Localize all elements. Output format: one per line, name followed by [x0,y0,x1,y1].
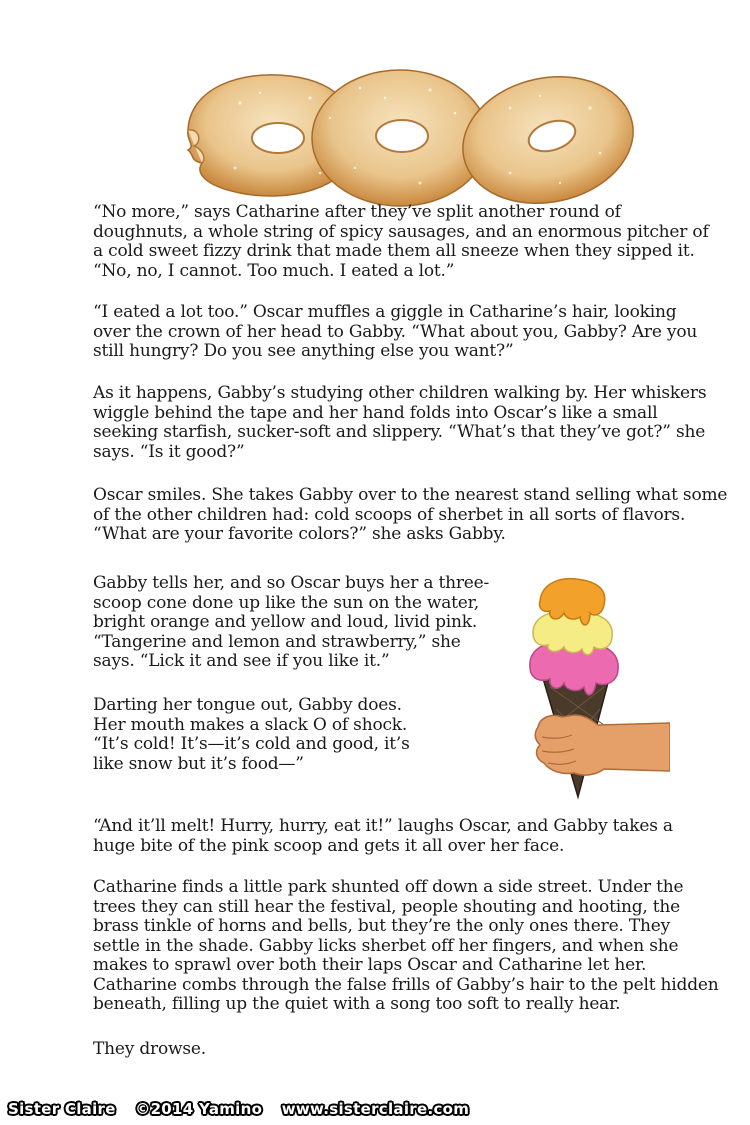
text-line: “No more,” says Catharine after they’ve split another round of [93,202,621,222]
ice-cream-cone-illustration [500,575,670,800]
text-line: says. “Is it good?” [93,441,245,462]
text-line: trees they can still hear the festival, people shouting and hooting, the [93,896,681,917]
paragraph-3 [93,383,707,462]
text-line: doughnuts, a whole string of spicy sausages, and an enormous pitcher of [93,221,709,242]
text-line: “And it’ll melt! Hurry, hurry, eat it!” laughs Oscar, and Gabby takes a [93,816,673,836]
text-line: of the other children had: cold scoops of sherbet in all sorts of flavors. [93,504,686,525]
text-line: Catharine combs through the false frills of Gabby’s hair to the pelt hidden [93,974,719,995]
text-line: brass tinkle of horns and bells, but they’re the only ones there. They [93,916,670,936]
footer-url[interactable]: www.sisterclaire.com [281,1100,470,1118]
text-line: wiggle behind the tape and her hand folds into Oscar’s like a small [93,402,658,423]
text-line: They drowse. [93,1039,206,1059]
text-line: huge bite of the pink scoop and gets it all over her face. [93,835,565,856]
footer-copyright: ©2014 Yamino [135,1100,263,1118]
footer-title: Sister Claire [8,1100,116,1118]
paragraph-6 [93,696,483,774]
text-line: “What are your favorite colors?” she asks Gabby. [93,524,506,544]
text-line: beneath, filling up the quiet with a song too soft to really hear. [93,994,621,1014]
paragraph-1 [93,202,709,281]
text-line: settle in the shade. Gabby licks sherbet off her fingers, and when she [93,935,679,956]
paragraph-5 [93,573,490,672]
text-line: “No, no, I cannot. Too much. I eated a lot.” [93,260,455,281]
doughnut-right [451,61,640,208]
text-line: Catharine finds a little park shunted off down a side street. Under the [93,877,684,897]
text-line: seeking starfish, sucker-soft and slippery. “What’s that they’ve got?” she [93,422,706,442]
paragraph-7 [93,817,693,856]
text-line: Darting her tongue out, Gabby does. [93,695,402,715]
paragraph-2 [93,302,698,362]
text-line: over the crown of her head to Gabby. “What about you, Gabby? Are you [93,321,698,342]
text-line: “It’s cold! It’s—it’s cold and good, it’s [93,734,410,754]
text-line: makes to sprawl over both their laps Oscar and Catharine let her. [93,955,647,975]
text-line: scoop cone done up like the sun on the water, [93,592,479,613]
doughnuts-illustration [180,58,640,208]
text-line: “Tangerine and lemon and strawberry,” she [93,631,461,652]
text-line: a cold sweet fizzy drink that made them all sneeze when they sipped it. [93,241,695,261]
text-line: As it happens, Gabby’s studying other children walking by. Her whiskers [93,383,707,403]
text-line: says. “Lick it and see if you like it.” [93,651,390,671]
text-line: Her mouth makes a slack O of shock. [93,714,408,735]
paragraph-8 [93,877,719,1015]
text-line: Gabby tells her, and so Oscar buys her a three- [93,573,490,593]
paragraph-9 [93,1040,693,1060]
paragraph-4 [93,485,728,545]
footer-credits [8,1100,483,1118]
text-line: still hungry? Do you see anything else you want?” [93,341,514,361]
text-line: like snow but it’s food—” [93,753,304,774]
text-line: “I eated a lot too.” Oscar muffles a giggle in Catharine’s hair, looking [93,302,677,322]
doughnut-middle [312,70,488,206]
text-line: Oscar smiles. She takes Gabby over to the nearest stand selling what some [93,485,728,505]
text-line: bright orange and yellow and loud, livid pink. [93,612,478,632]
